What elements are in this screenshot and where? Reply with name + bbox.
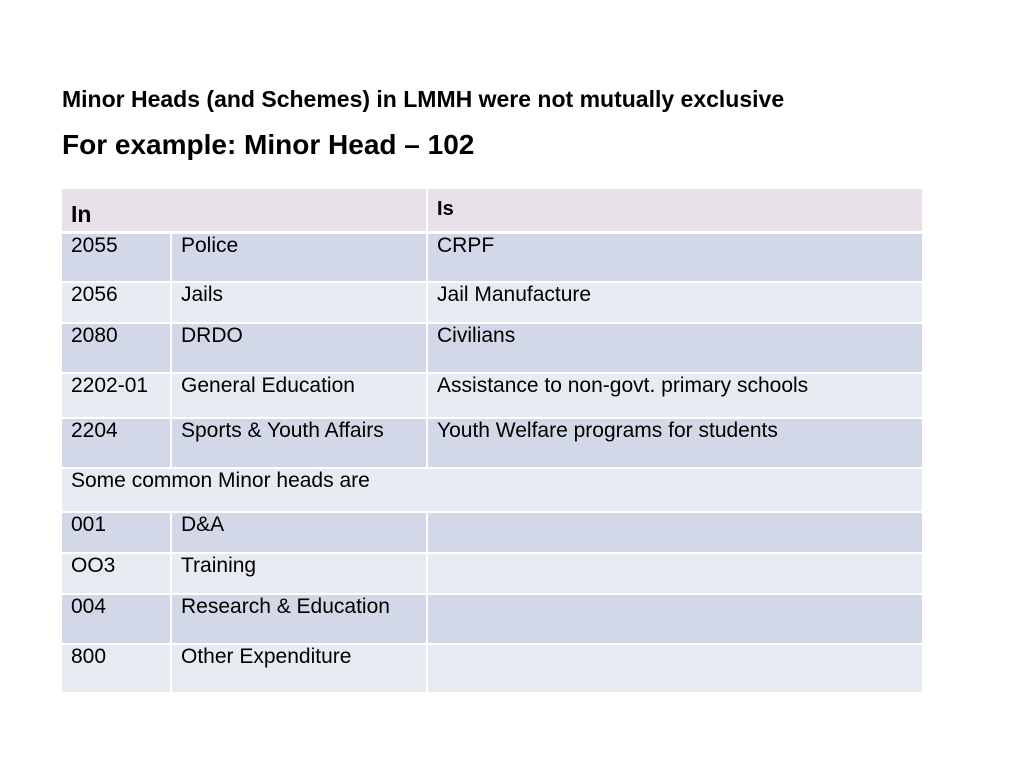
row-empty-cell: [427, 594, 923, 644]
table-row: [61, 512, 923, 553]
row-code: 2204: [61, 418, 171, 468]
row-head: General Education: [171, 373, 427, 418]
row-empty-cell: [427, 553, 923, 594]
row-head: Research & Education: [171, 594, 427, 644]
row-head: Other Expenditure: [171, 644, 427, 693]
slide-title: For example: Minor Head – 102: [62, 129, 475, 160]
row-head: DRDO: [171, 323, 427, 373]
row-head: D&A: [171, 512, 427, 553]
row-scheme: Civilians: [427, 323, 923, 373]
row-scheme: Jail Manufacture: [427, 282, 923, 323]
table-row: [61, 323, 923, 373]
row-head: Sports & Youth Affairs: [171, 418, 427, 468]
row-scheme: CRPF: [427, 232, 923, 282]
section-label: Some common Minor heads are: [61, 468, 923, 512]
header-is: Is: [427, 188, 923, 232]
row-code: 2056: [61, 282, 171, 323]
row-code: 800: [61, 644, 171, 693]
row-head: Training: [171, 553, 427, 594]
table-row: [61, 282, 923, 323]
row-code: OO3: [61, 553, 171, 594]
row-code: 2202-01: [61, 373, 171, 418]
table-row: [61, 644, 923, 693]
table-header-row: [61, 188, 923, 232]
table-row: [61, 553, 923, 594]
row-empty-cell: [427, 512, 923, 553]
row-scheme: Youth Welfare programs for students: [427, 418, 923, 468]
table-row: [61, 232, 923, 282]
row-code: 004: [61, 594, 171, 644]
header-in: In: [61, 188, 427, 232]
row-scheme: Assistance to non-govt. primary schools: [427, 373, 923, 418]
row-head: Jails: [171, 282, 427, 323]
table-row: [61, 373, 923, 418]
minor-heads-table: [60, 187, 924, 694]
table-section-row: [61, 468, 923, 512]
slide-subtitle: Minor Heads (and Schemes) in LMMH were not mutually exclusive: [62, 86, 785, 112]
row-code: 001: [61, 512, 171, 553]
table-row: [61, 594, 923, 644]
row-code: 2055: [61, 232, 171, 282]
row-head: Police: [171, 232, 427, 282]
table-row: [61, 418, 923, 468]
row-empty-cell: [427, 644, 923, 693]
row-code: 2080: [61, 323, 171, 373]
